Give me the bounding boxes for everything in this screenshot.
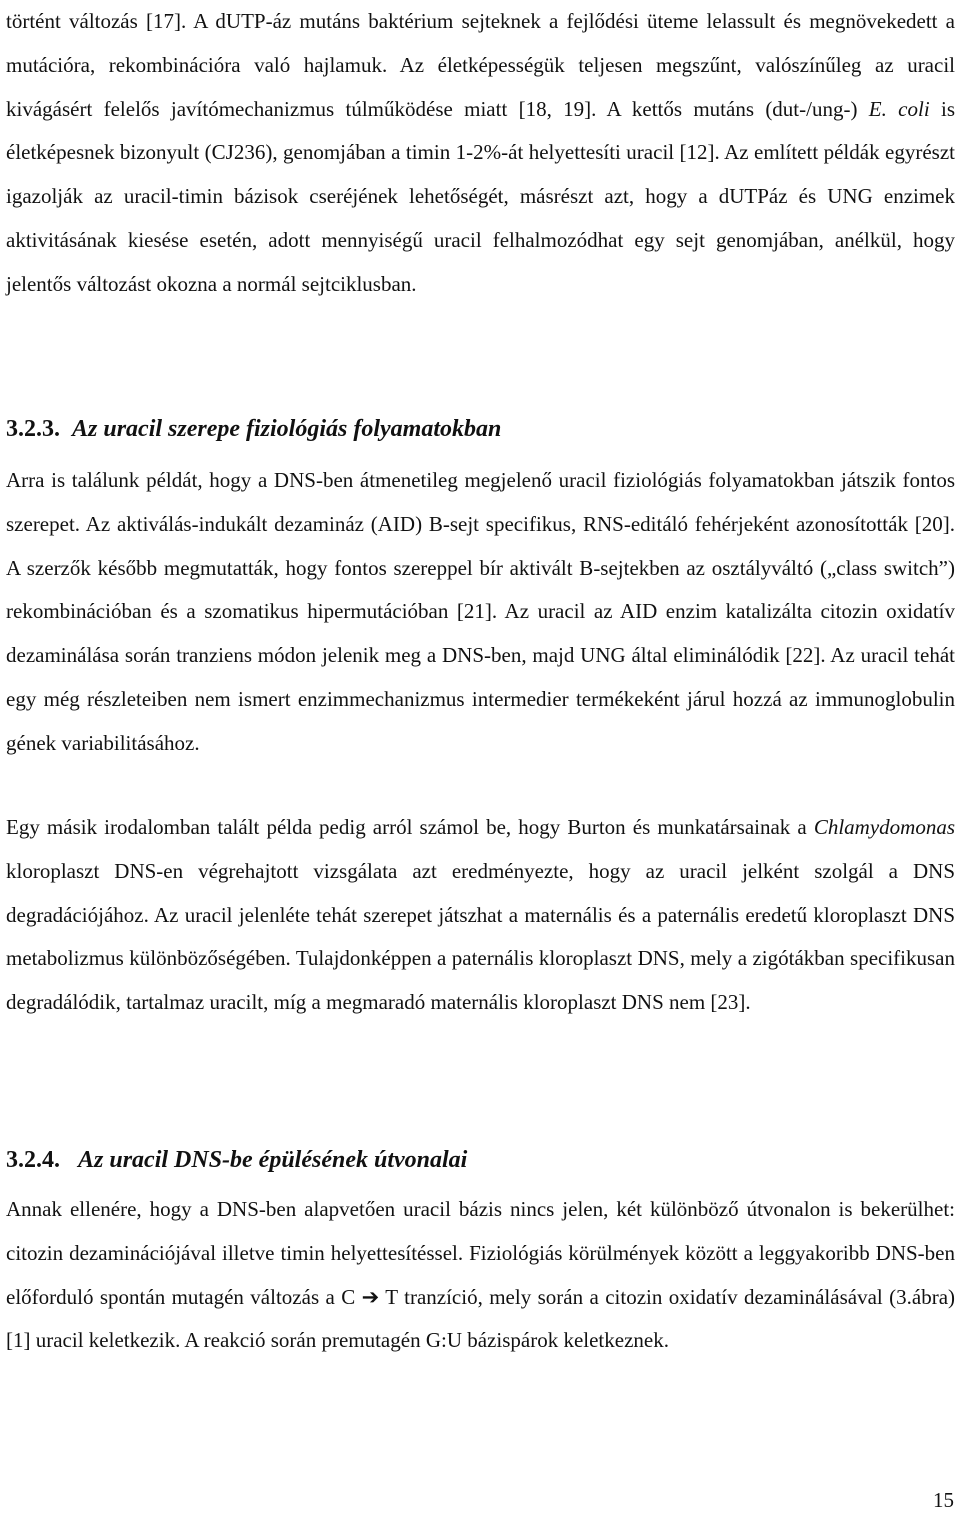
- section-title: Az uracil szerepe fiziológiás folyamatokban: [72, 416, 502, 442]
- paragraph-chlamydomonas: [6, 806, 955, 1025]
- paragraph-physiological-roles: [6, 459, 955, 766]
- section-number: 3.2.3.: [6, 416, 60, 442]
- species-name-italic: Chlamydomonas: [813, 815, 955, 839]
- paragraph-dutpase-mutants: [6, 0, 955, 307]
- paragraph-text: történt változás [17]. A dUTP-áz mutáns baktérium sejteknek a fejlődési üteme lelassult és megnövekedett a mutációra, rekombinációra való hajlamuk. Az életképességük teljesen megszűnt, valószínűleg az uracil kivágásért felelős javítómechanizmus túlműködése miatt [18, 19]. A kettős mutáns (dut-/ung-): [6, 9, 955, 121]
- section-heading-3-2-3: [6, 414, 501, 444]
- paragraph-text: Egy másik irodalomban talált példa pedig arról számol be, hogy Burton és munkatársainak a: [6, 815, 814, 839]
- paragraph-text: Annak ellenére, hogy a DNS-ben alapvetően uracil bázis nincs jelen, két különböző útvonalon is bekerülhet: citozin dezaminációjával illetve timin helyettesítéssel. Fiziológiás körülmények között a leggyakoribb DNS-ben előforduló spontán mutagén változás a C: [6, 1197, 955, 1309]
- paragraph-text: T tranzíció, mely során a citozin oxidatív dezaminálásával (3.ábra) [1] uracil keletkezik. A reakció során premutagén G:U bázispárok keletkeznek.: [6, 1284, 956, 1353]
- paragraph-text: is életképesnek bizonyult (CJ236), genomjában a timin 1-2%-át helyettesíti uracil [12]. Az említett példák egyrészt igazolják az uracil-timin bázisok cseréjének lehetőségét, másrészt azt, hogy a dUTPáz és UNG enzimek aktivitásának kiesése esetén, adott mennyiségű uracil felhalmozódhat egy sejt genomjában, anélkül, hogy jelentős változást okozna a normál sejtciklusban.: [6, 96, 955, 296]
- section-number: 3.2.4.: [6, 1147, 60, 1173]
- section-heading-3-2-4: [6, 1145, 467, 1175]
- arrow-right-icon: ➔: [361, 1284, 380, 1309]
- section-title: Az uracil DNS-be épülésének útvonalai: [78, 1147, 468, 1173]
- paragraph-text: kloroplaszt DNS-en végrehajtott vizsgálata azt eredményezte, hogy az uracil jelként szolgál a DNS degradációjához. Az uracil jelenléte tehát szerepet játszhat a maternális és a paternális eredetű kloroplaszt DNS metabolizmus különbözőségében. Tulajdonképpen a paternális kloroplaszt DNS, mely a zigótákban specifikusan degradálódik, tartalmaz uracilt, míg a megmaradó maternális kloroplaszt DNS nem [23].: [6, 858, 955, 1015]
- paragraph-text: Arra is találunk példát, hogy a DNS-ben átmenetileg megjelenő uracil fiziológiás folyamatokban játszik fontos szerepet. Az aktiválás-indukált dezamináz (AID) B-sejt specifikus, RNS-editáló fehérjeként azonosították [20]. A szerzők később megmutatták, hogy fontos szereppel bír aktivált B-sejtekben az osztályváltó („class switch”) rekombinációban és a szomatikus hipermutációban [21]. Az uracil az AID enzim katalizálta citozin oxidatív dezaminálása során tranziens módon jelenik meg a DNS-ben, majd UNG által eliminálódik [22]. Az uracil tehát egy még részleteiben nem ismert enzimmechanizmus intermedier termékeként járul hozzá az immunoglobulin gének variabilitásához.: [6, 468, 955, 755]
- species-name-italic: E. coli: [868, 96, 930, 121]
- page-number: 15: [933, 1488, 954, 1512]
- paragraph-uracil-pathways: [6, 1188, 955, 1363]
